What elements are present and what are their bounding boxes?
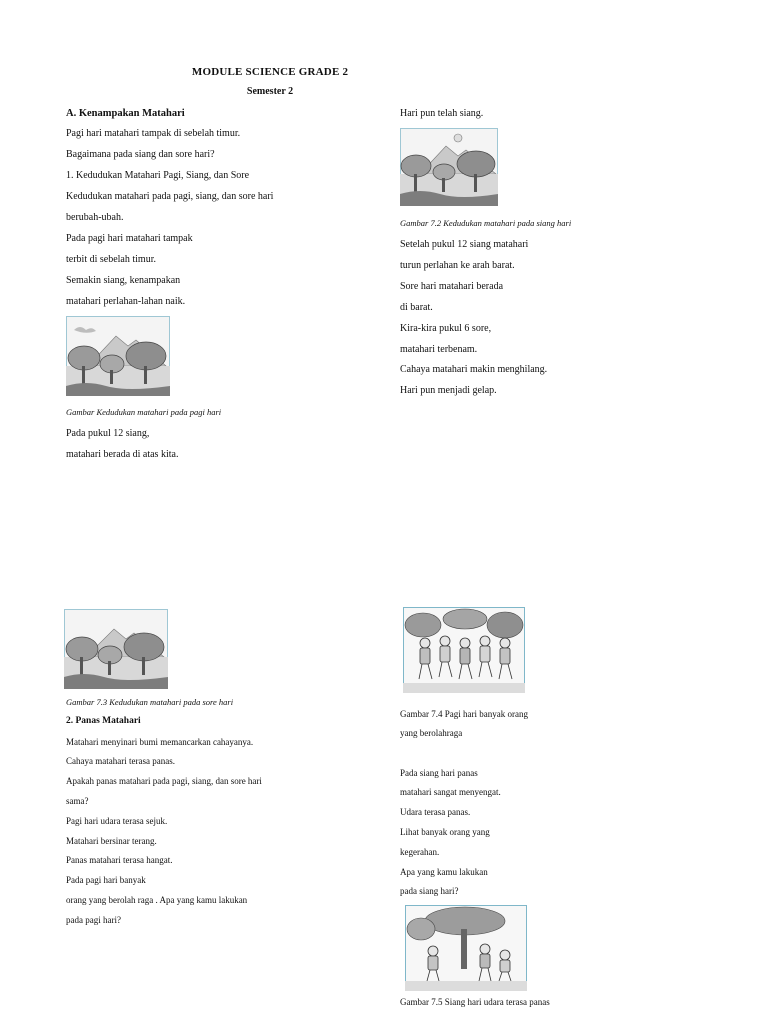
section-2-heading: 2. Panas Matahari [66, 716, 141, 726]
text-line: terbit di sebelah timur. [66, 254, 156, 265]
text-line: Cahaya matahari makin menghilang. [400, 364, 548, 375]
text-line: Udara terasa panas. [400, 807, 471, 817]
people-exercising-image [403, 607, 525, 693]
text-line: Sore hari matahari berada [400, 281, 504, 292]
text-line: Semakin siang, kenampakan [66, 275, 181, 286]
text-line: orang yang berolah raga . Apa yang kamu lakukan [66, 895, 248, 905]
text-line: Pada pagi hari matahari tampak [66, 233, 193, 244]
figure-caption-4-line1: Gambar 7.4 Pagi hari banyak orang [400, 709, 528, 719]
text-line: Setelah pukul 12 siang matahari [400, 239, 529, 250]
figure-caption-2: Gambar 7.2 Kedudukan matahari pada siang hari [400, 218, 572, 228]
text-line: matahari berada di atas kita. [66, 449, 179, 460]
text-line: di barat. [400, 302, 433, 313]
text-line: Kira-kira pukul 6 sore, [400, 323, 492, 334]
text-line: sama? [66, 796, 89, 806]
text-line: Pada pukul 12 siang, [66, 428, 150, 439]
text-line: Pada siang hari panas [400, 768, 478, 778]
text-line: Lihat banyak orang yang [400, 827, 490, 837]
hot-noon-people-image [405, 905, 527, 991]
figure-caption-3: Gambar 7.3 Kedudukan matahari pada sore hari [66, 697, 234, 707]
text-line: pada siang hari? [400, 886, 459, 896]
text-line: Hari pun telah siang. [400, 108, 484, 119]
text-line: Bagaimana pada siang dan sore hari? [66, 149, 215, 160]
text-line: Pagi hari udara terasa sejuk. [66, 816, 168, 826]
text-line: turun perlahan ke arah barat. [400, 260, 515, 271]
text-line: matahari terbenam. [400, 344, 478, 355]
text-line: Panas matahari terasa hangat. [66, 855, 173, 865]
text-line: Apakah panas matahari pada pagi, siang, dan sore hari [66, 776, 262, 786]
text-line: Cahaya matahari terasa panas. [66, 756, 175, 766]
figure-caption-4-line2: yang berolahraga [400, 728, 463, 738]
text-line: Hari pun menjadi gelap. [400, 385, 497, 396]
text-line: berubah-ubah. [66, 212, 124, 223]
text-line: matahari perlahan-lahan naik. [66, 296, 186, 307]
figure-caption-5: Gambar 7.5 Siang hari udara terasa panas [400, 997, 550, 1007]
text-line: Kedudukan matahari pada pagi, siang, dan sore hari [66, 191, 274, 202]
page-title: MODULE SCIENCE GRADE 2 [191, 66, 349, 78]
text-line: Matahari menyinari bumi memancarkan cahayanya. [66, 737, 254, 747]
text-line: matahari sangat menyengat. [400, 787, 501, 797]
text-line: Pada pagi hari banyak [66, 875, 146, 885]
text-line: Matahari bersinar terang. [66, 836, 157, 846]
figure-caption-1: Gambar Kedudukan matahari pada pagi hari [66, 407, 222, 417]
text-line: pada pagi hari? [66, 915, 121, 925]
landscape-noon-image [400, 128, 498, 206]
landscape-afternoon-image [64, 609, 168, 689]
section-a-heading: A. Kenampakan Matahari [66, 108, 185, 119]
landscape-morning-image [66, 316, 170, 396]
text-line: kegerahan. [400, 847, 440, 857]
text-line: Pagi hari matahari tampak di sebelah timur. [66, 128, 241, 139]
text-line: 1. Kedudukan Matahari Pagi, Siang, dan Sore [66, 170, 250, 181]
text-line: Apa yang kamu lakukan [400, 867, 488, 877]
page-subtitle: Semester 2 [246, 86, 294, 97]
